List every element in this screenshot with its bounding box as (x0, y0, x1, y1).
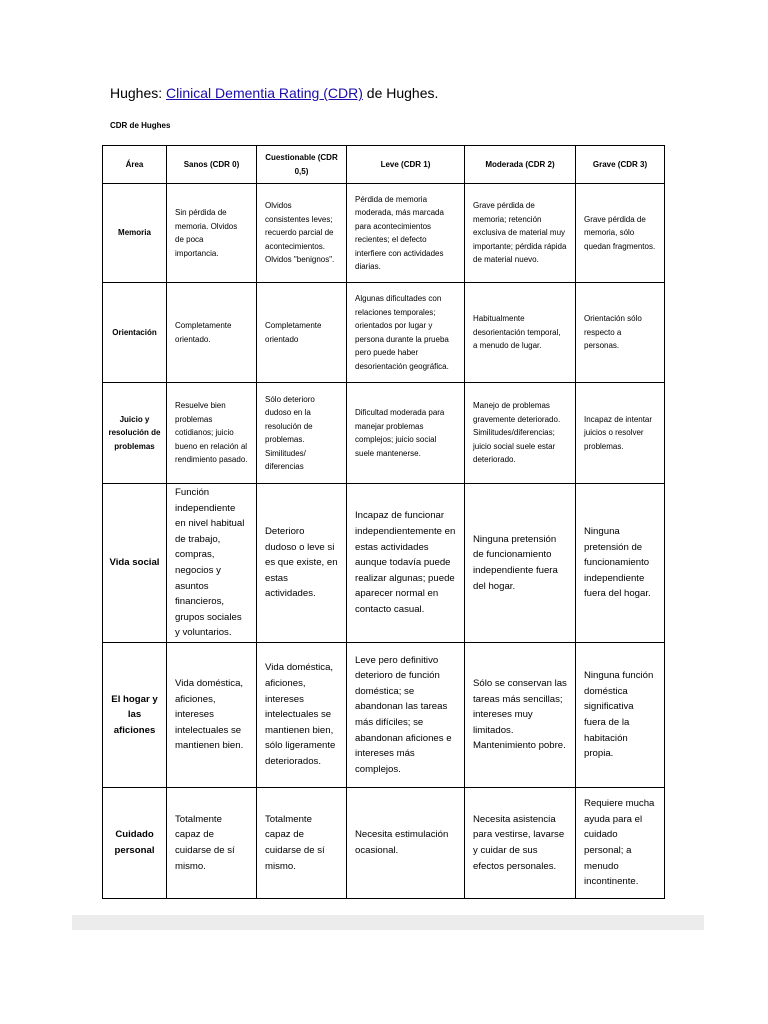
heading-prefix: Hughes: (110, 85, 167, 101)
table-caption: CDR de Hughes (110, 121, 171, 130)
table-cell: Habitualmente desorientación temporal, a menudo de lugar. (465, 283, 576, 383)
table-cell: Orientación sólo respecto a personas. (576, 283, 665, 383)
table-cell: Olvidos consistentes leves; recuerdo parcial de acontecimientos. Olvidos "benignos". (257, 184, 347, 283)
row-area-cell: Cuidado personal (103, 788, 167, 899)
table-cell: Leve pero definitivo deterioro de función doméstica; se abandonan las tareas más difíciles; se abandonan aficiones e intereses más complejos. (347, 643, 465, 788)
cdr-link[interactable]: Clinical Dementia Rating (CDR) (166, 85, 363, 101)
table-cell: Dificultad moderada para manejar problemas complejos; juicio social suele mantenerse. (347, 383, 465, 484)
table-cell: Incapaz de funcionar independientemente en estas actividades aunque todavía puede realizar algunas; puede aparecer normal en contacto casual. (347, 484, 465, 643)
page-heading (110, 84, 438, 102)
table-cell: Completamente orientado. (167, 283, 257, 383)
row-area-cell: Memoria (103, 184, 167, 283)
table-cell: Sólo se conservan las tareas más sencillas; intereses muy limitados. Mantenimiento pobre. (465, 643, 576, 788)
table-cell: Completamente orientado (257, 283, 347, 383)
table-row (103, 383, 665, 484)
table-cell: Pérdida de memoria moderada, más marcada para acontecimientos recientes; el defecto interfiere con actividades diarias. (347, 184, 465, 283)
table-row (103, 184, 665, 283)
cdr-table (102, 145, 665, 899)
table-row (103, 484, 665, 643)
table-cell: Función independiente en nivel habitual de trabajo, compras, negocios y asuntos financieros, grupos sociales y voluntarios. (167, 484, 257, 643)
table-cell: Ninguna pretensión de funcionamiento independiente fuera del hogar. (576, 484, 665, 643)
table-cell: Grave pérdida de memoria; retención exclusiva de material muy importante; pérdida rápida de material nuevo. (465, 184, 576, 283)
table-cell: Ninguna pretensión de funcionamiento independiente fuera del hogar. (465, 484, 576, 643)
table-cell: Algunas dificultades con relaciones temporales; orientados por lugar y persona durante la prueba pero puede haber desorientación geográfica. (347, 283, 465, 383)
table-cell: Necesita asistencia para vestirse, lavarse y cuidar de sus efectos personales. (465, 788, 576, 899)
header-cell-cuestionable: Cuestionable (CDR 0,5) (257, 146, 347, 184)
header-cell-sanos: Sanos (CDR 0) (167, 146, 257, 184)
table-cell: Sólo deterioro dudoso en la resolución de problemas. Similitudes/ diferencias (257, 383, 347, 484)
table-cell: Totalmente capaz de cuidarse de sí mismo. (257, 788, 347, 899)
table-cell: Grave pérdida de memoria, sólo quedan fragmentos. (576, 184, 665, 283)
row-area-cell: Juicio y resolución de problemas (103, 383, 167, 484)
table-cell: Manejo de problemas gravemente deteriorado. Similitudes/diferencias; juicio social suele estar deteriorado. (465, 383, 576, 484)
table-cell: Vida doméstica, aficiones, intereses intelectuales se mantienen bien. (167, 643, 257, 788)
row-area-cell: Vida social (103, 484, 167, 643)
row-area-cell: El hogar y las aficiones (103, 643, 167, 788)
heading-suffix: de Hughes. (362, 85, 439, 101)
table-cell: Incapaz de intentar juicios o resolver problemas. (576, 383, 665, 484)
header-cell-grave: Grave (CDR 3) (576, 146, 665, 184)
header-cell-area: Área (103, 146, 167, 184)
table-cell: Requiere mucha ayuda para el cuidado personal; a menudo incontinente. (576, 788, 665, 899)
table-cell: Resuelve bien problemas cotidianos; juicio bueno en relación al rendimiento pasado. (167, 383, 257, 484)
header-cell-moderada: Moderada (CDR 2) (465, 146, 576, 184)
page-footer-bar (72, 915, 704, 930)
table-cell: Vida doméstica, aficiones, intereses intelectuales se mantienen bien, sólo ligeramente deteriorados. (257, 643, 347, 788)
table-cell: Totalmente capaz de cuidarse de sí mismo. (167, 788, 257, 899)
table-cell: Necesita estimulación ocasional. (347, 788, 465, 899)
table-cell: Ninguna función doméstica significativa fuera de la habitación propia. (576, 643, 665, 788)
table-row (103, 643, 665, 788)
row-area-cell: Orientación (103, 283, 167, 383)
table-cell: Deterioro dudoso o leve si es que existe, en estas actividades. (257, 484, 347, 643)
header-cell-leve: Leve (CDR 1) (347, 146, 465, 184)
table-row (103, 283, 665, 383)
table-header-row (103, 146, 665, 184)
table-row (103, 788, 665, 899)
table-cell: Sin pérdida de memoria. Olvidos de poca importancia. (167, 184, 257, 283)
